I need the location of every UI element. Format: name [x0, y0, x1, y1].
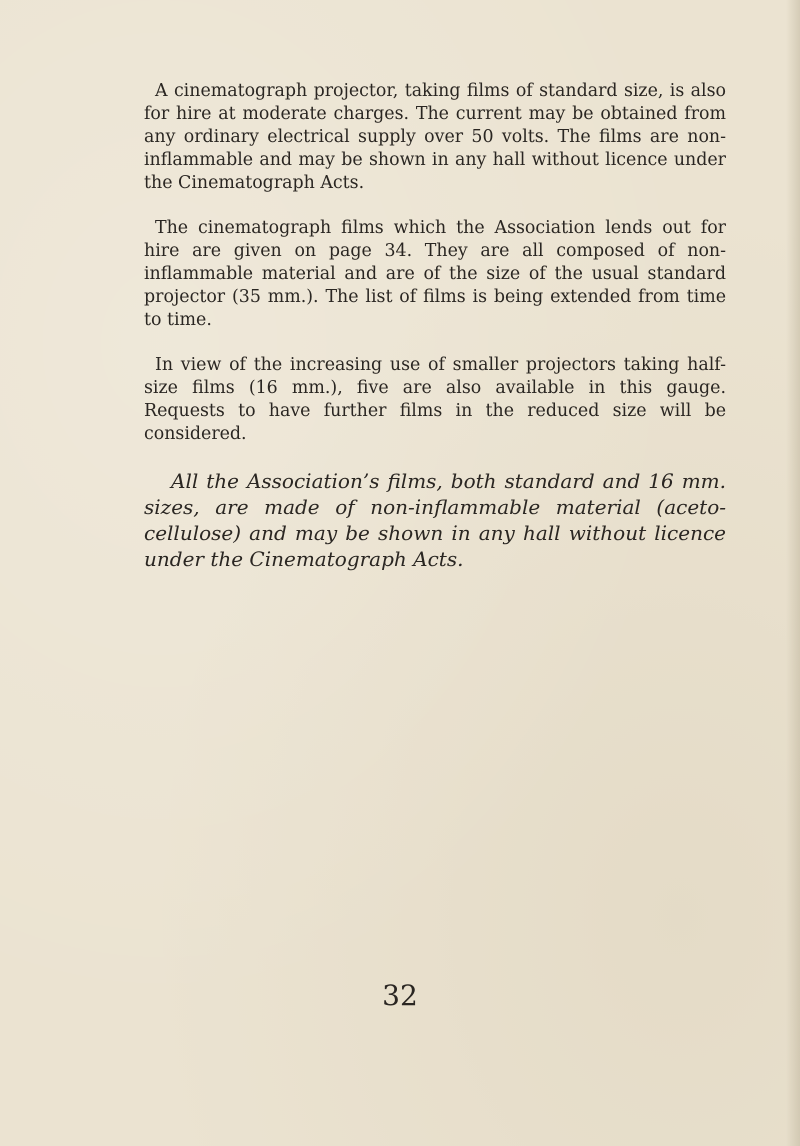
page-edge-shadow	[786, 0, 800, 1146]
paragraph-non-inflammable-note: All the Association’s films, both standard and 16 mm. sizes, are made of non-inflammable material (aceto-cellulose) and may be shown in any hall without licence under the Cinematograph Acts.	[144, 469, 726, 571]
body-text	[144, 80, 726, 594]
paragraph-projector-hire: A cinematograph projector, taking films of standard size, is also for hire at moderate charges. The current may be obtained from any ordinary electrical supply over 50 volts. The films are non-inflammable and may be shown in any hall without licence under the Cinematograph Acts.	[144, 81, 726, 193]
page-number: 32	[382, 979, 418, 1012]
paragraph-films-list: The cinematograph films which the Association lends out for hire are given on page 34. They are all composed of non-inflammable material and are of the size of the usual standard projector (35 mm.). The list of films is being extended from time to time.	[144, 218, 726, 330]
paragraph-half-size-films: In view of the increasing use of smaller projectors taking half-size films (16 mm.), five are also available in this gauge. Requests to have further films in the reduced size will be considered.	[144, 355, 726, 444]
